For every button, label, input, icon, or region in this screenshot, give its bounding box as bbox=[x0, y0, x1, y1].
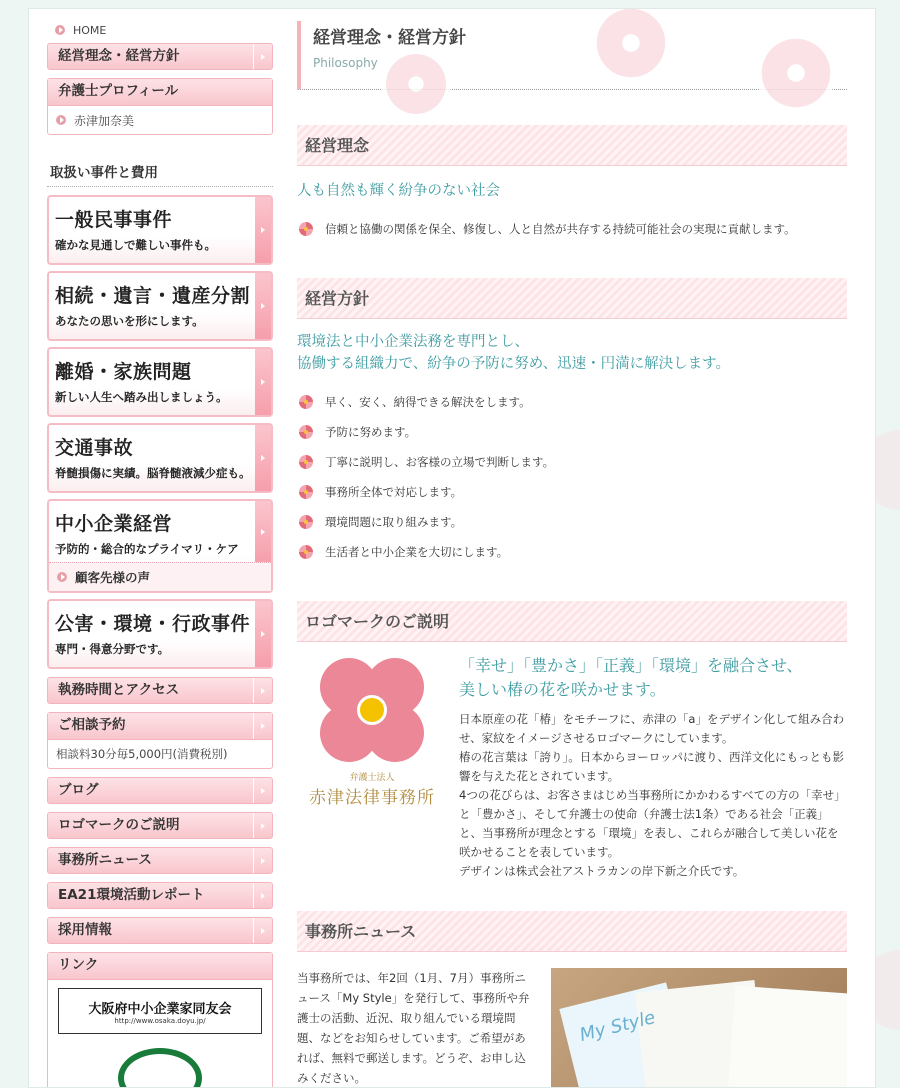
arrow-right-icon bbox=[255, 601, 271, 667]
nav-blog-button[interactable] bbox=[47, 777, 273, 804]
list-item bbox=[297, 387, 847, 417]
case-subtitle: 新しい人生へ踏み出しましょう。 bbox=[55, 390, 228, 404]
home-label: HOME bbox=[73, 23, 107, 37]
case-title: 離婚・家族問題 bbox=[55, 361, 192, 383]
camellia-bullet-icon bbox=[299, 455, 313, 469]
camellia-bullet-icon bbox=[299, 545, 313, 559]
camellia-bullet-icon bbox=[299, 425, 313, 439]
nav-ea21-button[interactable] bbox=[47, 882, 273, 909]
firm-logo bbox=[297, 654, 447, 881]
houshin-heading: 経営方針 bbox=[297, 278, 847, 319]
nav-consult-label: ご相談予約 bbox=[58, 717, 126, 733]
list-item bbox=[297, 417, 847, 447]
list-item bbox=[297, 537, 847, 567]
arrow-right-icon bbox=[253, 778, 272, 803]
page-subtitle: Philosophy bbox=[313, 56, 378, 70]
customer-voice-label: 顧客先様の声 bbox=[75, 570, 151, 585]
case-subtitle: 脊髄損傷に実績。脳脊髄液減少症も。 bbox=[55, 466, 251, 480]
list-item-text: 早く、安く、納得できる解決をします。 bbox=[325, 395, 531, 409]
case-button-inheritance[interactable] bbox=[47, 271, 273, 341]
nav-recruit-button[interactable] bbox=[47, 917, 273, 944]
list-item bbox=[297, 447, 847, 477]
newsletter-photo-title: My Style bbox=[577, 1006, 658, 1047]
arrow-circle-icon bbox=[56, 115, 66, 125]
nav-profile-button[interactable] bbox=[48, 79, 272, 106]
camellia-logo-icon bbox=[320, 658, 424, 762]
list-item bbox=[297, 477, 847, 507]
houshin-lead-line2: 協働する組織力で、紛争の予防に努め、迅速・円満に解決します。 bbox=[297, 356, 730, 372]
logo-lead-line2: 美しい椿の花を咲かせます。 bbox=[459, 680, 666, 699]
newsletter-photo bbox=[551, 968, 847, 1088]
sidebar bbox=[47, 17, 273, 1088]
doyu-banner-link[interactable] bbox=[58, 988, 262, 1034]
list-item-text: 環境問題に取り組みます。 bbox=[325, 515, 463, 529]
camellia-bullet-icon bbox=[299, 515, 313, 529]
arrow-right-icon bbox=[253, 883, 272, 908]
arrow-right-icon bbox=[253, 44, 272, 69]
arrow-right-icon bbox=[253, 918, 272, 943]
arrow-right-icon bbox=[253, 713, 272, 739]
case-title: 中小企業経営 bbox=[55, 513, 173, 535]
arrow-right-icon bbox=[255, 425, 271, 491]
logo-lead bbox=[459, 654, 847, 702]
nav-philosophy-button[interactable] bbox=[47, 43, 273, 70]
links-label: リンク bbox=[58, 957, 99, 973]
camellia-bullet-icon bbox=[299, 222, 313, 236]
rinen-list bbox=[297, 214, 847, 244]
news-section bbox=[297, 968, 847, 1088]
logo-paragraph-3: 4つの花びらは、お客さまはじめ当事務所にかかわるすべての方の「幸せ」と「豊かさ」、そして弁護士の使命（弁護士法1条）である社会「正義」と、当事務所が理念とする「環境」を表し、これらが融合して美しい花を咲かせることを表しています。 bbox=[459, 788, 846, 859]
page-title: 経営理念・経営方針 bbox=[313, 28, 466, 48]
logo-heading: ロゴマークのご説明 bbox=[297, 601, 847, 642]
case-button-divorce[interactable] bbox=[47, 347, 273, 417]
nav-profile-box bbox=[47, 78, 273, 135]
main-content bbox=[297, 21, 847, 1088]
case-subtitle: あなたの思いを形にします。 bbox=[55, 314, 204, 328]
nav-profile-sub-label: 赤津加奈美 bbox=[74, 113, 135, 128]
rinen-lead: 人も自然も輝く紛争のない社会 bbox=[297, 183, 500, 199]
ea21-logo-link[interactable] bbox=[118, 1048, 202, 1088]
nav-access-button[interactable] bbox=[47, 677, 273, 704]
nav-ea21-label: EA21環境活動レポート bbox=[58, 887, 205, 903]
news-text: 当事務所では、年2回（1月、7月）事務所ニュース「My Style」を発行して、事務所や弁護士の活動、近況、取り組んでいる環境問題、などをお知らせしています。ご希望があれば、無料で郵送します。どうぞ、お申し込みください。 bbox=[297, 971, 530, 1085]
case-button-traffic[interactable] bbox=[47, 423, 273, 493]
camellia-bullet-icon bbox=[299, 485, 313, 499]
case-button-sme[interactable] bbox=[47, 499, 273, 593]
nav-consult-box bbox=[47, 712, 273, 769]
rinen-heading: 経営理念 bbox=[297, 125, 847, 166]
case-subtitle: 専門・得意分野です。 bbox=[55, 642, 170, 656]
news-heading: 事務所ニュース bbox=[297, 911, 847, 952]
case-subtitle: 予防的・総合的なプライマリ・ケア bbox=[55, 542, 239, 556]
list-item-text: 予防に努めます。 bbox=[325, 425, 417, 439]
home-link[interactable] bbox=[47, 17, 273, 43]
arrow-right-icon bbox=[253, 813, 272, 838]
arrow-circle-icon bbox=[57, 572, 67, 582]
list-item bbox=[297, 507, 847, 537]
logo-section bbox=[297, 654, 847, 881]
arrow-right-icon bbox=[253, 678, 272, 703]
logo-description bbox=[447, 654, 847, 881]
list-item-text: 生活者と中小企業を大切にします。 bbox=[325, 545, 509, 559]
case-button-civil[interactable] bbox=[47, 195, 273, 265]
case-title: 交通事故 bbox=[55, 437, 134, 459]
firm-name: 赤津法律事務所 bbox=[309, 788, 435, 808]
arrow-right-icon bbox=[253, 848, 272, 873]
customer-voice-link[interactable] bbox=[49, 562, 271, 591]
logo-lead-line1: 「幸せ」「豊かさ」「正義」「環境」を融合させ、 bbox=[459, 656, 803, 675]
doyu-url: http://www.osaka.doyu.jp/ bbox=[114, 1016, 206, 1025]
nav-consult-button[interactable] bbox=[48, 713, 272, 740]
nav-recruit-label: 採用情報 bbox=[58, 922, 112, 938]
nav-news-label: 事務所ニュース bbox=[58, 852, 152, 868]
doyu-name: 大阪府中小企業家同友会 bbox=[88, 1001, 232, 1017]
arrow-right-icon bbox=[255, 273, 271, 339]
case-button-environment[interactable] bbox=[47, 599, 273, 669]
case-title: 相続・遺言・遺産分割 bbox=[55, 285, 251, 307]
links-box bbox=[47, 952, 273, 1088]
firm-type-label: 弁護士法人 bbox=[349, 773, 395, 783]
nav-access-label: 執務時間とアクセス bbox=[58, 682, 180, 698]
houshin-list bbox=[297, 387, 847, 567]
houshin-lead bbox=[297, 331, 847, 375]
nav-profile-sub-link[interactable] bbox=[48, 106, 272, 134]
list-item-text: 丁寧に説明し、お客様の立場で判断します。 bbox=[325, 455, 555, 469]
nav-logo-button[interactable] bbox=[47, 812, 273, 839]
list-item-text: 信頼と協働の関係を保全、修復し、人と自然が共存する持続可能社会の実現に貢献します。 bbox=[325, 222, 796, 236]
logo-paragraph-4: デザインは株式会社アストラカンの岸下新之介氏です。 bbox=[459, 864, 745, 878]
nav-news-button[interactable] bbox=[47, 847, 273, 874]
camellia-bullet-icon bbox=[299, 395, 313, 409]
logo-paragraph-1: 日本原産の花「椿」をモチーフに、赤津の「a」をデザイン化して組み合わせ、家紋をイメージさせるロゴマークにしています。 bbox=[459, 712, 845, 745]
nav-philosophy-label: 経営理念・経営方針 bbox=[58, 48, 180, 64]
logo-paragraph bbox=[459, 710, 847, 881]
nav-blog-label: ブログ bbox=[58, 782, 99, 798]
nav-profile-label: 弁護士プロフィール bbox=[58, 83, 179, 99]
cases-section-heading: 取扱い事件と費用 bbox=[47, 143, 273, 187]
case-subtitle: 確かな見通しで難しい事件も。 bbox=[55, 238, 216, 252]
page-title-block bbox=[297, 21, 847, 90]
consult-fee: 相談料30分毎5,000円(消費税別) bbox=[56, 747, 228, 761]
list-item bbox=[297, 214, 847, 244]
arrow-circle-icon bbox=[55, 25, 65, 35]
logo-paragraph-2: 椿の花言葉は「誇り」。日本からヨーロッパに渡り、西洋文化にもっとも影響を与えた花とされています。 bbox=[459, 750, 845, 783]
nav-logo-label: ロゴマークのご説明 bbox=[58, 817, 180, 833]
case-title: 一般民事事件 bbox=[55, 209, 173, 231]
page-container bbox=[28, 8, 876, 1088]
arrow-right-icon bbox=[255, 349, 271, 415]
arrow-right-icon bbox=[255, 501, 271, 563]
arrow-right-icon bbox=[255, 197, 271, 263]
houshin-lead-line1: 環境法と中小企業法務を専門とし、 bbox=[297, 334, 529, 350]
links-heading bbox=[48, 953, 272, 980]
case-title: 公害・環境・行政事件 bbox=[55, 613, 251, 635]
list-item-text: 事務所全体で対応します。 bbox=[325, 485, 463, 499]
